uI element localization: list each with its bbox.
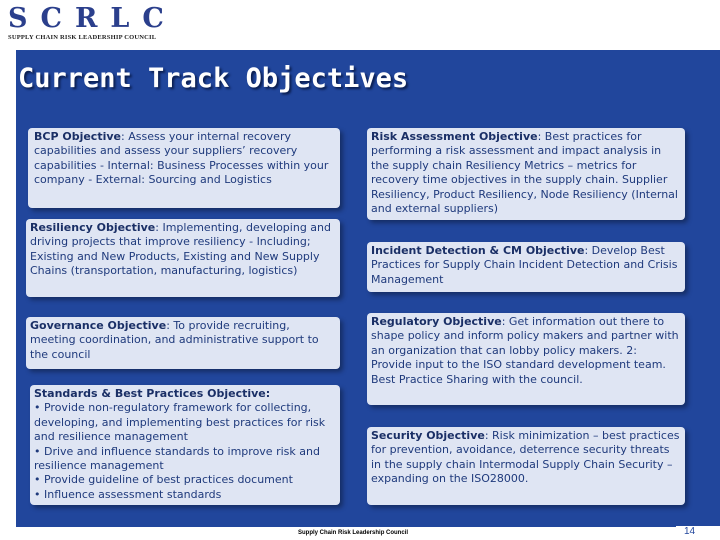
standards-bullet: • Provide guideline of best practices document bbox=[34, 473, 293, 487]
standards-bullet: • Drive and influence standards to improve risk and resilience management bbox=[34, 444, 320, 473]
risk-assessment-objective-text: : Best practices for performing a risk assessment and impact analysis in the supply chain Resiliency Metrics – metrics for recovery time objectives in the supply chain. Supplier Resiliency, Product Resiliency, Node Resiliency (Internal and external suppliers) bbox=[371, 130, 678, 216]
governance-objective-box bbox=[26, 317, 340, 369]
resiliency-objective-box bbox=[26, 219, 340, 297]
risk-assessment-objective-label: Risk Assessment Objective bbox=[371, 130, 538, 143]
bcp-objective-box bbox=[28, 128, 340, 208]
risk-assessment-objective-box bbox=[367, 128, 685, 220]
resiliency-objective-text: : Implementing, developing and driving projects that improve resiliency - Including; Existing and New Products, Existing and New Supply Chains (transportation, manufacturing, logistics) bbox=[30, 221, 331, 278]
incident-detection-objective-label: Incident Detection & CM Objective bbox=[371, 244, 585, 257]
regulatory-objective-label: Regulatory Objective bbox=[371, 315, 502, 328]
regulatory-objective-text: : Get information out there to shape policy and inform policy makers and partner with an organization that can lobby policy makers. 2: Provide input to the ISO standard development team. Best Practice Sharing with the council. bbox=[371, 315, 679, 386]
standards-bullet: • Provide non-regulatory framework for collecting, developing, and implementing best practices for risk and resilience management bbox=[34, 401, 326, 444]
standards-objective-label: Standards & Best Practices Objective: bbox=[34, 387, 271, 400]
logo-text: SCRLC bbox=[8, 3, 177, 34]
bcp-objective-label: BCP Objective bbox=[34, 130, 121, 143]
page-number: 14 bbox=[684, 526, 696, 537]
security-objective-box bbox=[367, 427, 685, 505]
footer-divider bbox=[16, 526, 676, 527]
header bbox=[0, 0, 720, 48]
bcp-objective-text: : Assess your internal recovery capabilities and assess your suppliers’ recovery capabilities - Internal: Business Processes within your company - External: Sourcing and Logistics bbox=[34, 130, 329, 187]
regulatory-objective-box bbox=[367, 313, 685, 405]
governance-objective-label: Governance Objective bbox=[30, 319, 167, 332]
governance-objective-text: : To provide recruiting, meeting coordination, and administrative support to the council bbox=[30, 319, 319, 361]
standards-bullet: • Influence assessment standards bbox=[34, 487, 222, 501]
logo-subtitle: SUPPLY CHAIN RISK LEADERSHIP COUNCIL bbox=[8, 34, 157, 41]
incident-detection-objective-text: : Develop Best Practices for Supply Chain Incident Detection and Crisis Management bbox=[371, 244, 678, 286]
security-objective-text: : Risk minimization – best practices for prevention, avoidance, deterrence security threats in the supply chain Intermodal Supply Chain Security – expanding on the ISO28000. bbox=[371, 429, 680, 486]
footer-text: Supply Chain Risk Leadership Council bbox=[298, 530, 409, 536]
security-objective-label: Security Objective bbox=[371, 429, 485, 442]
page-title: Current Track Objectives bbox=[18, 63, 409, 94]
standards-objective-box bbox=[30, 385, 340, 505]
incident-detection-objective-box bbox=[367, 242, 685, 292]
resiliency-objective-label: Resiliency Objective bbox=[30, 221, 156, 234]
